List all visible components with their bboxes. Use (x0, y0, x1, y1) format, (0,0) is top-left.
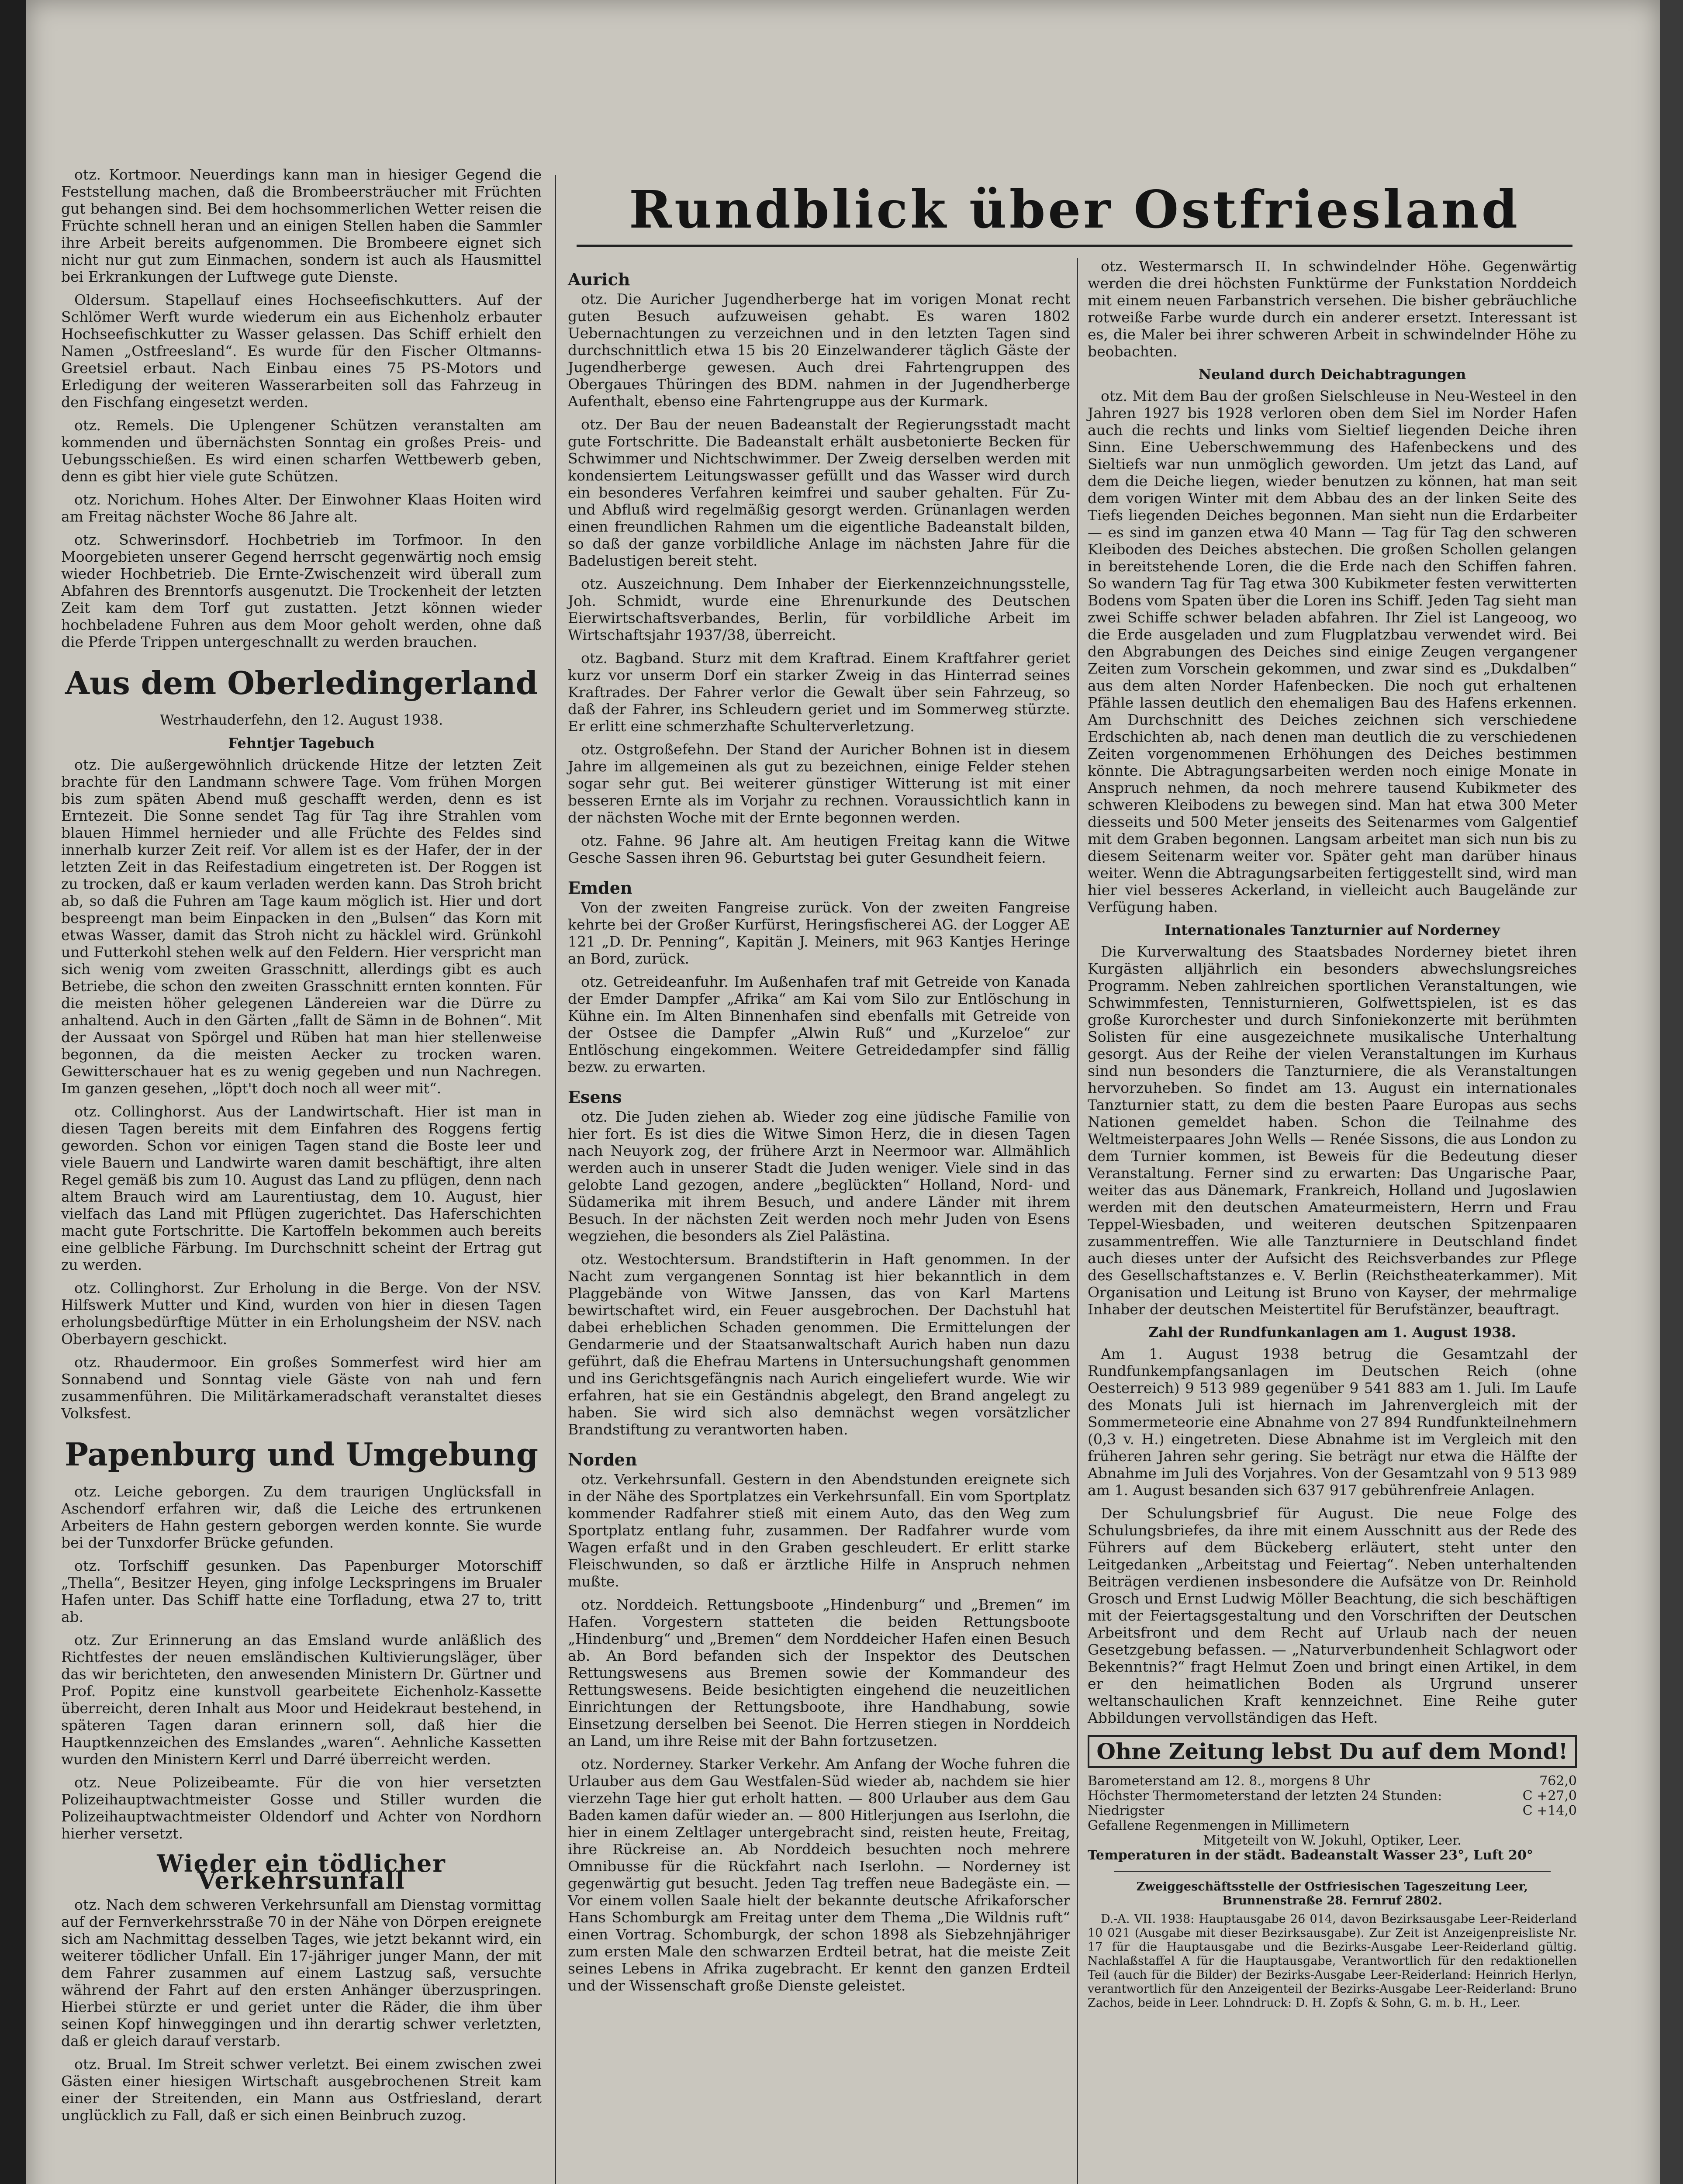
place-esens: Esens (568, 1087, 622, 1107)
article-remels: otz. Remels. Die Uplengener Schützen veranstalten am kommenden und übernächsten Sonntag ein großes Preis- und Uebungsschießen. Es wird einen scharfen Wettbewerb geben, denn es gibt hier viele gute Schützen. (61, 417, 542, 485)
article-leiche: otz. Leiche geborgen. Zu dem traurigen Unglücksfall in Aschendorf erfahren wir, daß die Leiche des ertrunkenen Arbeiters de Hahn gestern geborgen werden konnte. Sie wurde bei der Tunxdorfer Brücke gefunden. (61, 1483, 542, 1551)
article-rundfunk: Am 1. August 1938 betrug die Gesamtzahl der Rundfunkempfangsanlagen im Deutschen Reich (ohne Oesterreich) 9 513 989 gegenüber 9 541 883 am 1. Juli. Im Laufe des Monats Juli ist hiernach im Jahrenvergleich mit der Sommermeteorie eine Abnahme von 27 894 Rundfunkteilnehmern (0,3 v. H.) eingetreten. Diese Abnahme ist im Vergleich mit den früheren Jahren sehr gering. Sie beträgt nur etwa die Hälfte der Abnahme im Juli des Vorjahres. Von der Gesamtzahl von 9 513 989 am 1. August besanden sich 637 917 gebührenfreie Anlagen. (1088, 1345, 1577, 1499)
weather-pool-temps: Temperaturen in der städt. Badeanstalt Wasser 23°, Luft 20° (1088, 1848, 1533, 1863)
article-unfall: otz. Nach dem schweren Verkehrsunfall am Dienstag vormittag auf der Fernverkehrsstraße 70 in der Nähe von Dörpen ereignete sich am Nachmittag desselben Tages, wie jetzt bekannt wird, ein weiterer tödlicher Unfall. Ein 17-jähriger junger Mann, der mit dem Fahrer zusammen auf einem Lastzug saß, versuchte während der Fahrt auf den ersten Anhänger überzuspringen. Hierbei stürzte er und geriet unter die Räder, die ihm über seinen Kopf hinweggingen und ihn derartig schwer verletzten, daß er gleich darauf verstarb. (61, 1896, 542, 2049)
column-rule-2 (1077, 258, 1078, 2184)
weather-report (1088, 1774, 1577, 1863)
article-schulungsbrief: Der Schulungsbrief für August. Die neue Folge des Schulungsbriefes, da ihre mit einem Ausschnitt aus der Rede des Führers auf dem Bückeberg erläutert, steht unter den Leitgedanken „Arbeitstag und Feiertag“. Neben unterhaltenden Beiträgen verdienen insbesondere die Aufsätze von Dr. Reinhold Grosch und Ernst Ludwig Möller Beachtung, die sich beschäftigen mit der Feiertagsgestaltung und den Vorschriften der Deutschen Arbeitsfront und dem Recht auf Urlaub nach der neuen Gesetzgebung befassen. — „Naturverbundenheit Schlagwort oder Bekenntnis?“ fragt Helmut Zoen und bringt einen Artikel, in dem er den heimatlichen Boden als Urgrund unserer weltanschaulichen Kraft kennzeichnet. Eine Reihe guter Abbildungen vervollständigen das Heft. (1088, 1505, 1577, 1726)
article-polizei: otz. Neue Polizeibeamte. Für die von hier versetzten Polizeihauptwachtmeister Gosse und Stiller wurden die Polizeihauptwachtmeister Oldendorf und Achter von Nordhorn hierher versetzt. (61, 1774, 542, 1842)
scanner-edge-right (1660, 0, 1683, 2184)
weather-barometer-value: 762,0 (1539, 1773, 1577, 1789)
place-aurich: Aurich (568, 270, 630, 289)
imprint-heading: Zweiggeschäftsstelle der Ostfriesischen Tageszeitung Leer, Brunnenstraße 28. Fernruf 2802. (1136, 1880, 1528, 1908)
weather-rain-label: Gefallene Regenmengen in Millimetern (1088, 1818, 1350, 1833)
section-heading-papenburg: Papenburg und Umgebung (64, 1436, 538, 1473)
article-torfschiff: otz. Torfschiff gesunken. Das Papenburger Motorschiff „Thella“, Besitzer Heyen, ging infolge Leckspringens im Brualer Hafen unter. Das Schiff hatte eine Torfladung, etwa 27 to, tritt ab. (61, 1557, 542, 1625)
divider (1114, 1871, 1551, 1872)
article-fehntjer: otz. Die außergewöhnlich drückende Hitze der letzten Zeit brachte für den Landmann schwere Tage. Vom frühen Morgen bis zum späten Abend muß geschafft werden, denn es ist Erntezeit. Die Sonne sendet Tag für Tag ihre Strahlen vom blauen Himmel hernieder und alle Früchte des Feldes sind innerhalb kurzer Zeit reif. Vor allem ist es der Hafer, der in der letzten Zeit in das Reifestadium eingetreten ist. Der Roggen ist zu trocken, daß er kaum verladen werden kann. Das Stroh bricht ab, so daß die Fuhren am Tage kaum möglich ist. Hier und dort bespreengt man beim Einpacken in den „Bulsen“ das Korn mit etwas Wasser, damit das Stroh nicht zu häcklel wird. Grünkohl und Futterkohl stehen welk auf den Feldern. Hier verspricht man sich wenig vom zweiten Grasschnitt, allerdings gibt es auch Betriebe, die schon den zweiten Grasschnitt ernten konnten. Für die meisten höher gelegenen Ländereien war die Dürre zu anhaltend. Auch in den Gärten „fallt de Sämn in de Bohnen“. Mit der Aussaat von Spörgel und Rüben hat man hier stellenweise begonnen, da die meisten Aecker zu trocken waren. Gewitterschauer hat es zu wenig gegeben und nun Nachregen. Im ganzen gesehen, „löpt't doch noch all weer mit“. (61, 756, 542, 1097)
subheading-fehntjer: Fehntjer Tagebuch (228, 735, 375, 751)
article-collinghorst-2: otz. Collinghorst. Zur Erholung in die Berge. Von der NSV. Hilfswerk Mutter und Kind, wurden von hier in diesen Tagen erholungsbedürftige Mütter in ein Erholungsheim der NSV. nach Oberbayern geschickt. (61, 1279, 542, 1348)
article-norichum: otz. Norichum. Hohes Alter. Der Einwohner Klaas Hoiten wird am Freitag nächster Woche 86 Jahre alt. (61, 491, 542, 525)
article-norddeich: otz. Norddeich. Rettungsboote „Hindenburg“ und „Bremen“ im Hafen. Vorgestern statteten die beiden Rettungsboote „Hindenburg“ und „Bremen“ dem Norddeicher Hafen einen Besuch ab. An Bord befanden sich der Inspektor des Deutschen Rettungswesens aus Bremen sowie der Kommandeur des Rettungswesens. Beide besichtigten eingehend die neuzeitlichen Einrichtungen der Rettungsboote, ihre Handhabung, sowie Einsetzung derselben bei Seenot. Die Herren stiegen in Norddeich an Land, um ihre Reise mit der Bahn fortzusetzen. (568, 1596, 1070, 1749)
weather-max-value: C +27,0 (1522, 1788, 1577, 1804)
masthead: Rundblick über Ostfriesland (577, 179, 1572, 247)
article-verkehrsunfall-norden: otz. Verkehrsunfall. Gestern in den Abendstunden ereignete sich in der Nähe des Sportplatzes ein Verkehrsunfall. Ein vom Sportplatz kommender Radfahrer stieß mit einem Auto, das den Weg zum Sportplatz entlang fuhr, zusammen. Der Radfahrer wurde vom Wagen erfaßt und in den Graben geschleudert. Er erlitt starke Fleischwunden, so daß er ärztliche Hilfe in Anspruch nehmen mußte. (568, 1471, 1070, 1590)
scanner-edge-left (0, 0, 26, 2184)
article-brual: otz. Brual. Im Streit schwer verletzt. Bei einem zwischen zwei Gästen einer hiesigen Wirtschaft ausgebrochenen Streit kam einer der Streitenden, ein Mann aus Ostfriesland, derart unglücklich zu Fall, daß er sich einen Beinbruch zuzog. (61, 2056, 542, 2124)
article-neuland: otz. Mit dem Bau der großen Sielschleuse in Neu-Westeel in den Jahren 1927 bis 1928 verloren oben dem Siel im Norder Hafen auch die rechts und links vom Sieltief liegenden Deiche ihren Sinn. Eine Ueberschwemmung des Hafenbeckens und des Sieltiefs war nun unmöglich geworden. Um jetzt das Land, auf dem die Deiche liegen, wieder benutzen zu können, hat man seit dem vorigen Winter mit dem Abbau des an der linken Seite des Tiefs liegenden Deiches begonnen. Man sieht nun die Erdarbeiter — es sind im ganzen etwa 40 Mann — Tag für Tag den schweren Kleiboden des Deiches abstechen. Die großen Schollen gelangen in bereitstehende Loren, die die Erde nach den Schiffen fahren. So wandern Tag für Tag etwa 300 Kubikmeter festen verwitterten Bodens vom Spaten über die Loren ins Schiff. Jeden Tag sieht man zwei Schiffe schwer beladen abfahren. Ihr Ziel ist Langeoog, wo die Erde ausgeladen und zum Flugplatzbau verwendet wird. Bei den Abgrabungen des Deiches sind einige Zeugen vergangener Zeiten zum Vorschein gekommen, und zwar sind es „Dukdalben“ aus dem alten Norder Hafenbecken. Die noch gut erhaltenen Pfähle lassen deutlich den ehemaligen Bau des Hafens erkennen. Am Durchschnitt des Deiches zeichnen sich verschiedene Erdschichten ab, nach denen man deutlich die zu verschiedenen Zeiten vorgenommenen Erhöhungen des Deiches bestimmen könnte. Die Abtragungsarbeiten werden noch einige Monate in Anspruch nehmen, da noch mehrere tausend Kubikmeter des schweren Kleibodens zu bewegen sind. Man hat etwa 300 Meter diesseits und 500 Meter jenseits des Seitenarmes vom Galgentief mit dem Graben begonnen. Langsam arbeitet man sich nun bis zu diesem Seitenarm weiter vor. Später geht man darüber hinaus weiter. Wenn die Abtragungsarbeiten fertiggestellt sind, wird man hier viel besseres Ackerland, in vielleicht auch Baugelände zur Verfügung haben. (1088, 387, 1577, 916)
column-1 (61, 166, 542, 2130)
article-collinghorst-1: otz. Collinghorst. Aus der Landwirtschaft. Hier ist man in diesen Tagen bereits mit dem Einfahren des Roggens fertig geworden. Schon vor einigen Tagen stand die Boste leer und viele Bauern und Landwirte waren damit beschäftigt, ihre alten Regel gemäß bis zum 10. August das Land zu pflügen, denn nach altem Brauch wird am Laurentiustag, dem 10. August, hier vielfach das Land mit Pflügen zugerichtet. Das Haferschichten macht gute Fortschritte. Die Kartoffeln bekommen auch bereits eine gelbliche Färbung. Im Durchschnitt scheint der Ertrag gut zu werden. (61, 1103, 542, 1273)
article-kortmoor: otz. Kortmoor. Neuerdings kann man in hiesiger Gegend die Feststellung machen, daß die Brombeersträucher mit Früchten gut behangen sind. Bei dem hochsommerlichen Wetter reisen die Früchte schnell heran und an einigen Stellen haben die Sammler ihre Arbeit bereits aufgenommen. Die Brombeere eignet sich nicht nur gut zum Einmachen, sondern ist auch als Hausmittel bei Erkrankungen der Luftwege gute Dienste. (61, 166, 542, 285)
weather-min-label: Niedrigster (1088, 1803, 1165, 1818)
place-norden: Norden (568, 1450, 637, 1469)
weather-min-value: C +14,0 (1522, 1803, 1577, 1818)
subheading-neuland: Neuland durch Deichabtragungen (1198, 366, 1466, 383)
article-bagband: otz. Bagband. Sturz mit dem Kraftrad. Einem Kraftfahrer geriet kurz vor unserm Dorf ein starker Zweig in das Hinterrad seines Kraftrades. Der Fahrer verlor die Gewalt über sein Fahrzeug, so daß der Fahrer, ins Schleudern geriet und im Sommerweg stürzte. Er erlitt eine schmerzhafte Schulterverletzung. (568, 650, 1070, 735)
article-oldersum: Oldersum. Stapellauf eines Hochseefischkutters. Auf der Schlömer Werft wurde wiederum ein aus Eichenholz erbauter Hochseefischkutter zu Wasser gelassen. Das Schiff erhielt den Namen „Ostfreesland“. Es wurde für den Fischer Oltmanns-Greetsiel erbaut. Nach Einbau eines 75 PS-Motors und Erledigung der weiteren Wasserarbeiten soll das Fahrzeug in den Fischfang eingesetzt werden. (61, 291, 542, 411)
boxed-slogan: Ohne Zeitung lebst Du auf dem Mond! (1088, 1735, 1577, 1768)
article-tanzturnier: Die Kurverwaltung des Staatsbades Norderney bietet ihren Kurgästen alljährlich ein besonders abwechslungsreiches Programm. Neben zahlreichen sportlichen Veranstaltungen, wie Schwimmfesten, Tennisturnieren, Golfwettspielen, ist es das große Kurorchester und durch Sinfoniekonzerte mit berühmten Solisten für eine ausgezeichnete musikalische Unterhaltung gesorgt. Aus der Reihe der vielen Veranstaltungen im Kurhaus sind nun besonders die Tanzturniere, die als Veranstaltungen hervorzuheben. So findet am 13. August ein internationales Tanzturnier statt, zu dem die besten Paare Europas aus sechs Nationen gemeldet haben. Schon die Teilnahme des Weltmeisterpaares John Wells — Renée Sissons, die aus London zu dem Turnier kommen, ist Beweis für die Bedeutung dieser Veranstaltung. Ferner sind zu erwarten: Das Ungarische Paar, weiter das aus Dänemark, Frankreich, Holland und Jugoslawien werden mit den deutschen Amateurmeistern, Herrn und Frau Teppel-Wiesbaden, und weiteren deutschen Spitzenpaaren zusammentreffen. Wie alle Tanzturniere in Deutschland findet auch dieses unter der Aufsicht des Reichsverbandes zur Pflege des Gesellschaftstanzes e. V. Berlin (Reichstheaterkammer). Mit Organisation und Leitung ist Bruno von Kayser, der mehrmalige Inhaber der deutschen Meistertitel für Berufstänzer, beauftragt. (1088, 943, 1577, 1318)
subheading-rundfunk: Zahl der Rundfunkanlagen am 1. August 1938. (1148, 1324, 1516, 1341)
article-getreide: otz. Getreideanfuhr. Im Außenhafen traf mit Getreide von Kanada der Emder Dampfer „Afrika“ am Kai vom Silo zur Entlöschung in Kühne ein. Im Alten Binnenhafen sind ebenfalls mit Getreide von der Ostsee die Dampfer „Alwin Ruß“ und „Kurzeloe“ zur Entlöschung eingekommen. Weitere Getreidedampfer sind fällig bezw. zu erwarten. (568, 973, 1070, 1075)
column-3 (1088, 258, 1577, 2016)
column-rule-1 (555, 175, 556, 2184)
section-heading-oberledingerland: Aus dem Oberledingerland (65, 664, 538, 702)
subheading-tanzturnier: Internationales Tanzturnier auf Norderney (1165, 922, 1500, 938)
article-rhaudermoor: otz. Rhaudermoor. Ein großes Sommerfest wird hier am Sonnabend und Sonntag viele Gäste von nah und fern zusammenführen. Die Militärkameradschaft veranstaltet dieses Volksfest. (61, 1354, 542, 1422)
weather-credit: Mitgeteilt von W. Jokuhl, Optiker, Leer. (1203, 1833, 1462, 1848)
article-ostgrossefehn: otz. Ostgroßefehn. Der Stand der Auricher Bohnen ist in diesem Jahre im allgemeinen als gut zu bezeichnen, einige Felder stehen sogar sehr gut. Bei weiterer günstiger Witterung ist mit einer besseren Ernte als im Vorjahr zu rechnen. Voraussichtlich kann in der nächsten Woche mit der Ernte begonnen werden. (568, 741, 1070, 826)
heading-verkehrsunfall: Wieder ein tödlicher Verkehrsunfall (157, 1849, 446, 1894)
article-schwerinsdorf: otz. Schwerinsdorf. Hochbetrieb im Torfmoor. In den Moorgebieten unserer Gegend herrscht gegenwärtig noch emsig wieder Hochbetrieb. Die Ernte-Zwischenzeit wird überall zum Abfahren des Brenntorfs ausgenutzt. Die Trockenheit der letzten Zeit kam dem Torf gut zustatten. Jetzt können wieder hochbeladene Fuhren aus dem Moor geholt werden, ohne daß die Pferde Trippen untergeschnallt zu werden brauchen. (61, 531, 542, 650)
article-westochtersum: otz. Westochtersum. Brandstifterin in Haft genommen. In der Nacht zum vergangenen Sonntag ist hier bekanntlich in dem Plaggebände von Witwe Janssen, das von Karl Martens bewirtschaftet wird, ein Feuer ausgebrochen. Der Dachstuhl hat dabei erheblichen Schaden genommen. Die Ermittelungen der Gendarmerie und der Staatsanwaltschaft Aurich haben nun dazu geführt, daß die Ehefrau Martens in Untersuchungshaft genommen und ins Gerichtsgefängnis nach Aurich eingeliefert wurde. Wie wir erfahren, hat sie ein Geständnis abgelegt, den Brand angelegt zu haben. Sie wird sich also demnächst wegen vorsätzlicher Brandstiftung zu verantworten haben. (568, 1251, 1070, 1438)
article-badeanstalt: otz. Der Bau der neuen Badeanstalt der Regierungsstadt macht gute Fortschritte. Die Badeanstalt erhält ausbetonierte Becken für Schwimmer und Nichtschwimmer. Der Zweig derselben werden mit kondensiertem Leitungswasser gefüllt und das Wasser wird durch ein besonderes Verfahren keimfrei und sauber gehalten. Für Zu- und Abfluß wird regelmäßig gesorgt werden. Grünanlagen werden einen freundlichen Rahmen um die eigentliche Badeanstalt bilden, so daß der ganze vorbildliche Anlage im nächsten Jahre für die Badelustigen bereit steht. (568, 416, 1070, 569)
place-emden: Emden (568, 878, 632, 898)
article-jugendherberge: otz. Die Auricher Jugendherberge hat im vorigen Monat recht guten Besuch aufzuweisen gehabt. Es waren 1802 Uebernachtungen zu verzeichnen und in den letzten Tagen sind durchschnittlich etwa 15 bis 20 Einzelwanderer täglich Gäste der Jugendherberge gewesen. Auch drei Fahrtengruppen des Obergaues Thüringen des BDM. nahmen in der Jugendherberge Aufenthalt, ebenso eine Fahrtengruppe aus der Kurmark. (568, 290, 1070, 410)
article-auszeichnung: otz. Auszeichnung. Dem Inhaber der Eierkennzeichnungsstelle, Joh. Schmidt, wurde eine Ehrenurkunde des Deutschen Eierwirtschaftsverbandes, Berlin, für vorbildliche Arbeit im Wirtschaftsjahr 1937/38, überreicht. (568, 575, 1070, 643)
imprint-body: D.-A. VII. 1938: Hauptausgabe 26 014, davon Bezirksausgabe Leer-Reiderland 10 021 (Ausgabe mit dieser Bezirksausgabe). Zur Zeit ist Anzeigenpreisliste Nr. 17 für die Hauptausgabe und die Bezirks-Ausgabe Leer-Reiderland gültig. Nachlaßstaffel A für die Hauptausgabe, Verantwortlich für den redaktionellen Teil (auch für die Bilder) der Bezirks-Ausgabe Leer-Reiderland: Heinrich Herlyn, verantwortlich für den Anzeigenteil der Bezirks-Ausgabe Leer-Reiderland: Bruno Zachos, beide in Leer. Lohndruck: D. H. Zopfs & Sohn, G. m. b. H., Leer. (1088, 1912, 1577, 2010)
article-fangreise: Von der zweiten Fangreise zurück. Von der zweiten Fangreise kehrte bei der Großer Kurfürst, Heringsfischerei AG. der Logger AE 121 „D. Dr. Penning“, Kapitän J. Meiners, mit 963 Kantjes Heringe an Bord, zurück. (568, 899, 1070, 967)
dateline: Westrhauderfehn, den 12. August 1938. (159, 712, 443, 728)
weather-max-label: Höchster Thermometerstand der letzten 24 Stunden: (1088, 1788, 1442, 1804)
article-norderney: otz. Norderney. Starker Verkehr. Am Anfang der Woche fuhren die Urlauber aus dem Gau Westfalen-Süd wieder ab, nachdem sie hier vierzehn Tage hier gut erholt hatten. — 800 Urlauber aus dem Gau Baden kamen dafür wieder an. — 800 Hitlerjungen aus Iserlohn, die hier in einem Zeltlager untergebracht sind, reisten heute, Freitag, ihre Rückreise an. Ab Norddeich besuchten noch mehrere Omnibusse für die Rückfahrt nach Iserlohn. — Norderney ist gegenwärtig gut besucht. Jeden Tag treffen neue Badegäste ein. — Vor einem vollen Saale hielt der bekannte deutsche Afrikaforscher Hans Schomburgk am Freitag unter dem Thema „Die Wildnis ruft“ einen Vortrag. Schomburgk, der schon 1898 als Siebzehnjähriger zum ersten Male den schwarzen Erdteil betrat, hat die meiste Zeit seines Lebens in Afrika zugebracht. Er kennt den ganzen Erdteil und der Wissenschaft große Dienste geleistet. (568, 1755, 1070, 1994)
weather-barometer-label: Barometerstand am 12. 8., morgens 8 Uhr (1088, 1773, 1370, 1789)
article-esens: otz. Die Juden ziehen ab. Wieder zog eine jüdische Familie von hier fort. Es ist dies die Witwe Simon Herz, die in diesen Tagen nach Neuyork zog, der frühere Arzt in Neermoor war. Allmählich werden auch in unserer Stadt die Juden weniger. Viele sind in das gelobte Land gezogen, andere „beglückten“ Holland, Nord- und Südamerika mit ihrem Besuch, und andere Länder mit ihrem Besuch. In der nächsten Zeit werden noch mehr Juden von Esens wegziehen, die besonders als Ziel Palästina. (568, 1108, 1070, 1244)
article-fahne: otz. Fahne. 96 Jahre alt. Am heutigen Freitag kann die Witwe Gesche Sassen ihren 96. Geburtstag bei guter Gesundheit feiern. (568, 832, 1070, 866)
column-2 (568, 258, 1070, 2000)
article-emsland: otz. Zur Erinnerung an das Emsland wurde anläßlich des Richtfestes der neuen emsländischen Kultivierungsläger, über das wir berichteten, den anwesenden Ministern Dr. Gürtner und Prof. Popitz eine kunstvoll gearbeitete Eichenholz-Kassette überreicht, deren Inhalt aus Moor und Heidekraut bestehend, in späteren Tagen daran erinnern soll, daß hier die Hauptkennzeichen des Emslandes „waren“. Aehnliche Kassetten wurden den Ministern Kerrl und Darré überreicht werden. (61, 1631, 542, 1768)
article-westermarsch: otz. Westermarsch II. In schwindelnder Höhe. Gegenwärtig werden die drei höchsten Funktürme der Funkstation Norddeich mit einem neuen Farbanstrich versehen. Die bisher gebräuchliche rotweiße Farbe wurde durch ein anderer ersetzt. Interessant ist es, die Maler bei ihrer schweren Arbeit in schwindelnder Höhe zu beobachten. (1088, 258, 1577, 360)
